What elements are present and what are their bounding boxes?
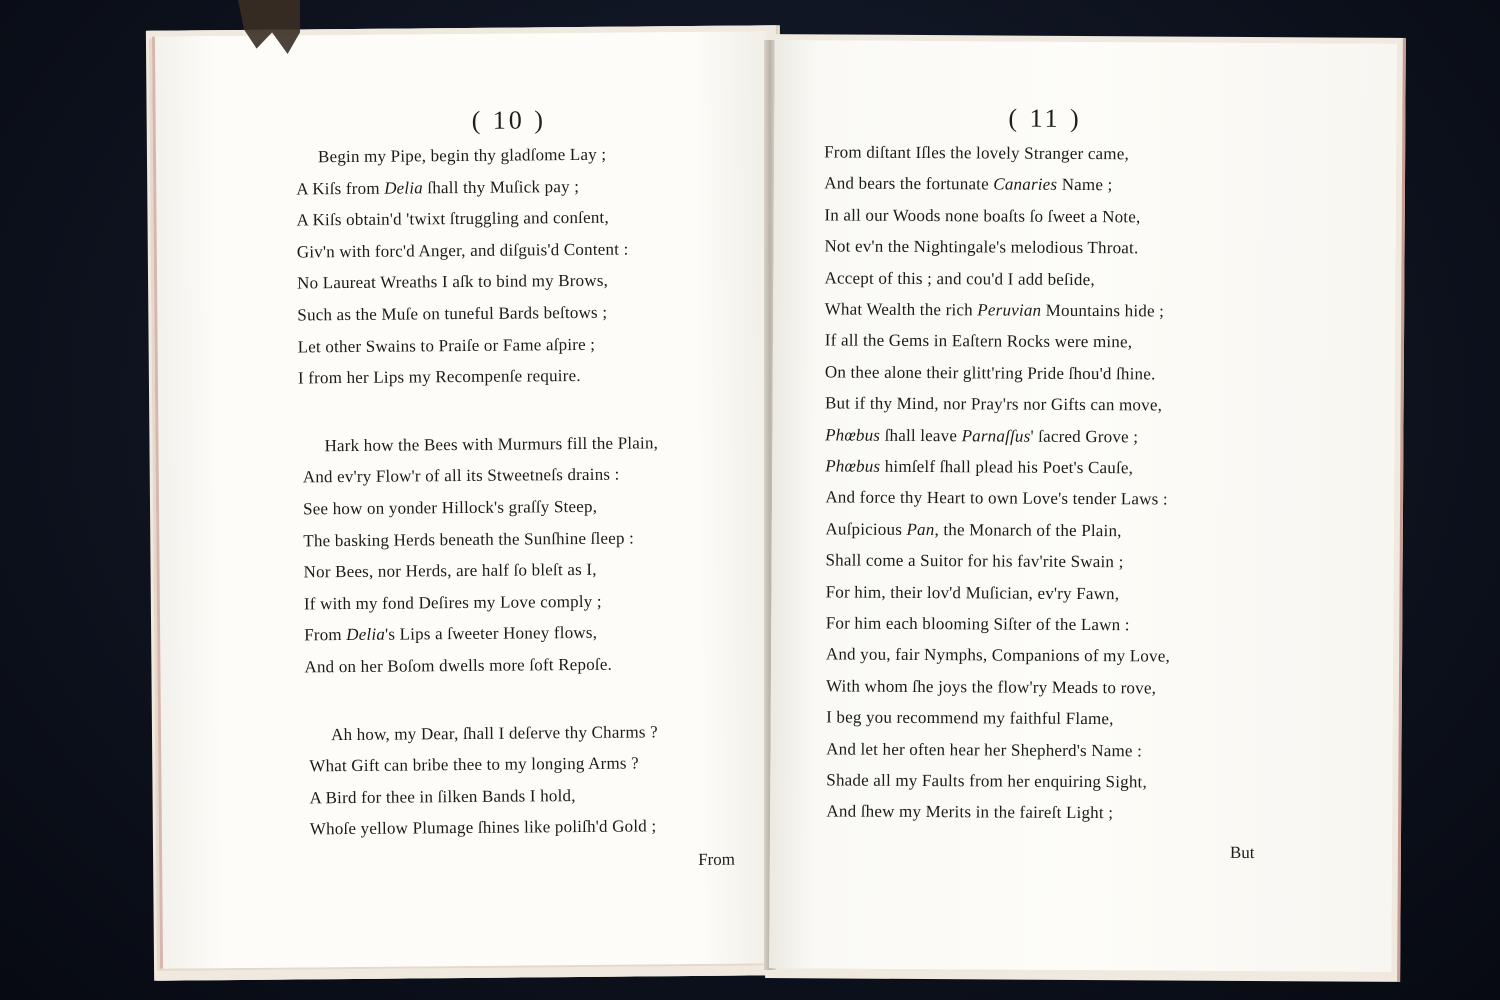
verse-line (826, 739, 1142, 761)
page-number-right: ( 11 ) (1008, 103, 1082, 133)
line-segment: Begin my Pipe, begin thy gladſome Lay ; (317, 144, 607, 167)
page-number-left: ( 10 ) (471, 105, 547, 135)
line-segment: himſelf ſhall plead his Poet's Cauſe, (880, 456, 1134, 478)
verse-line (825, 268, 1095, 290)
verse-line (309, 754, 639, 777)
italic-name: Delia (346, 625, 386, 645)
verse-line (826, 582, 1120, 604)
verse-line (297, 239, 629, 262)
verse-line (296, 177, 579, 199)
line-segment: And force thy Heart to own Love's tender Laws : (825, 487, 1168, 509)
line-segment: Giv'n with forc'd Anger, and diſguis'd Content : (296, 239, 629, 262)
line-segment: See how on yonder Hillock's graſſy Steep, (302, 496, 598, 519)
line-segment: 's Lips a ſweeter Honey flows, (384, 623, 598, 645)
verse-line (826, 676, 1156, 698)
right-page (769, 40, 1397, 972)
verse-line (824, 205, 1140, 227)
line-segment: And let her often hear her Shepherd's Name : (826, 739, 1143, 760)
italic-name: Canaries (993, 174, 1058, 195)
verse-line (825, 425, 1138, 447)
line-segment: From diſtant Iſles the lovely Stranger came, (824, 142, 1130, 164)
line-segment: Not ev'n the Nightingale's melodious Throat. (824, 236, 1139, 258)
line-segment: , the Monarch of the Plain, (934, 519, 1122, 541)
line-segment: No Laureat Wreaths I aſk to bind my Brows, (297, 271, 609, 293)
line-segment: ſhall thy Muſick pay ; (422, 176, 580, 197)
italic-name: Parnaſſus (961, 425, 1031, 446)
verse-line (825, 551, 1123, 573)
verse-line (318, 145, 606, 168)
line-segment: A Bird for thee in ſilken Bands I hold, (309, 785, 576, 808)
verse-line (824, 142, 1129, 164)
verse-line (324, 433, 658, 456)
verse-line (825, 519, 1121, 541)
verse-line (824, 174, 1112, 196)
line-segment: ' ſacred Grove ; (1030, 426, 1139, 446)
line-segment: For him each blooming Siſter of the Lawn : (825, 613, 1130, 635)
line-segment: And bears the fortunate (824, 173, 994, 194)
verse-line (298, 334, 596, 357)
line-segment: The basking Herds beneath the Sunſhine ſleep : (303, 528, 635, 550)
verse-line (826, 802, 1113, 824)
italic-name: Phœbus (825, 456, 881, 476)
verse-line (304, 655, 612, 678)
line-segment: I beg you recommend my faithful Flame, (826, 707, 1114, 729)
verse-line (825, 362, 1156, 384)
verse-line (310, 817, 657, 840)
line-segment: For him, their lov'd Muſician, ev'ry Fawn, (825, 582, 1120, 603)
line-segment: And ſhew my Merits in the faireſt Light ; (826, 801, 1114, 823)
line-segment: Hark how the Bees with Murmurs fill the Plain, (324, 433, 659, 456)
line-segment: Mountains hide ; (1041, 300, 1165, 321)
catchword-right: But (1229, 842, 1255, 863)
verse-line (825, 331, 1133, 353)
line-segment: Accept of this ; and cou'd I add beſide, (824, 268, 1095, 289)
line-segment: Shade all my Faults from her enquiring Sight, (826, 770, 1148, 792)
line-segment: A Kiſs from (296, 178, 385, 199)
verse-line (825, 456, 1133, 478)
line-segment: On thee alone their glitt'ring Pride ſhou'd ſhine. (824, 362, 1156, 384)
italic-name: Phœbus (825, 425, 881, 445)
line-segment: Nor Bees, nor Herds, are half ſo bleſt as I, (303, 560, 597, 582)
verse-line (304, 623, 597, 646)
line-segment: Such as the Muſe on tuneful Bards beſtows ; (297, 302, 608, 325)
line-segment: And you, fair Nymphs, Companions of my Love, (825, 644, 1170, 666)
line-segment: If all the Gems in Eaſtern Rocks were mine, (824, 330, 1133, 352)
verse-line (297, 271, 608, 294)
line-segment: Name ; (1057, 175, 1113, 195)
line-segment: What Gift can bribe thee to my longing Arms ? (309, 753, 639, 776)
italic-name: Pan (906, 519, 935, 539)
verse-line (303, 528, 634, 551)
catchword-left: From (698, 849, 736, 869)
line-segment: ſhall leave (880, 425, 962, 445)
verse-line (825, 394, 1162, 416)
verse-line (310, 786, 576, 808)
left-page (152, 31, 775, 968)
italic-name: Peruvian (977, 300, 1042, 320)
verse-line (825, 488, 1168, 510)
line-segment: From (304, 625, 347, 645)
line-segment: Auſpicious (825, 519, 907, 539)
verse-line (826, 645, 1170, 667)
verse-line (297, 303, 607, 326)
verse-line (298, 366, 581, 388)
line-segment: With whom ſhe joys the flow'ry Meads to rove, (825, 676, 1157, 698)
verse-line (331, 722, 658, 745)
line-segment: But if thy Mind, nor Pray'rs nor Gifts can move, (824, 393, 1163, 415)
line-segment: Whoſe yellow Plumage ſhines like poliſh'd Gold ; (309, 816, 657, 839)
verse-line (825, 299, 1165, 321)
line-segment: What Wealth the rich (824, 299, 978, 320)
line-segment: A Kiſs obtain'd 'twixt ſtruggling and conſent, (296, 207, 609, 230)
verse-line (826, 770, 1147, 792)
line-segment: If with my fond Deſires my Love comply ; (303, 591, 602, 614)
line-segment: Let other Swains to Praiſe or Fame aſpire ; (297, 334, 596, 357)
line-segment: And ev'ry Flow'r of all its Stweetneſs drains : (302, 465, 620, 487)
line-segment: In all our Woods none boaſts ſo ſweet a Note, (824, 205, 1141, 227)
verse-line (303, 465, 620, 488)
verse-line (304, 560, 597, 583)
verse-line (304, 592, 602, 615)
line-segment: And on her Boſom dwells more ſoft Repoſe. (304, 654, 613, 677)
line-segment: Shall come a Suitor for his fav'rite Swain ; (825, 550, 1124, 572)
italic-name: Delia (384, 177, 424, 198)
verse-line (826, 613, 1130, 635)
line-segment: I from her Lips my Recompenſe require. (297, 366, 581, 388)
verse-line (303, 497, 597, 520)
verse-line (296, 208, 608, 231)
verse-line (824, 237, 1138, 259)
verse-line (826, 708, 1114, 730)
line-segment: Ah how, my Dear, ſhall I deſerve thy Charms ? (330, 721, 658, 744)
